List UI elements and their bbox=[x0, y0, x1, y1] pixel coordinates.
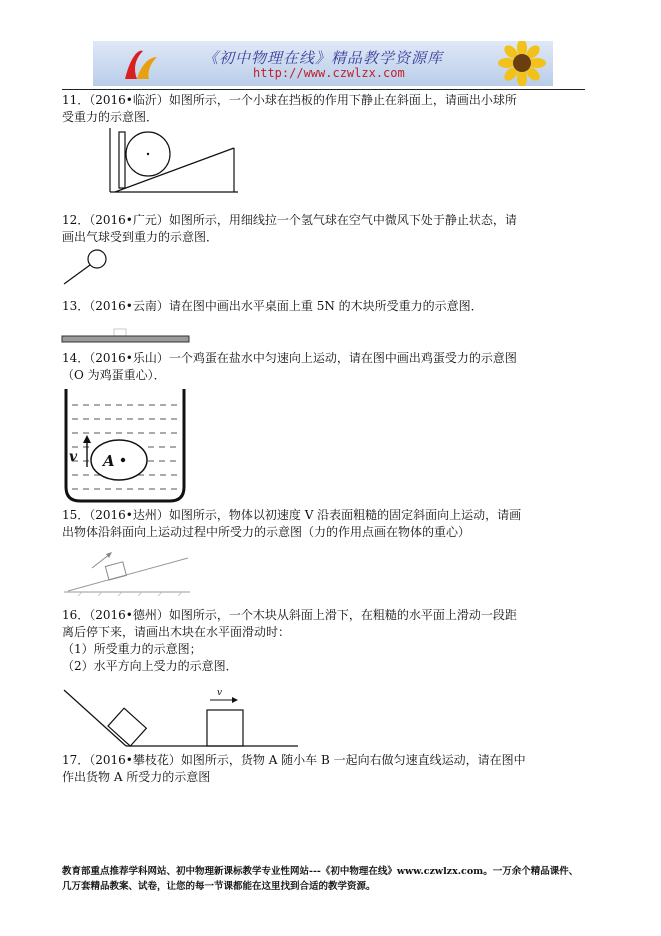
question-16-line-1: 16．（2016•德州）如图所示，一个木块从斜面上滑下，在粗糙的水平面上滑动一段距 bbox=[62, 608, 517, 622]
question-16-line-3: （1）所受重力的示意图； bbox=[62, 642, 202, 656]
q14-beaker-figure bbox=[62, 387, 192, 507]
logo-icon bbox=[121, 45, 161, 83]
q15-incline-figure bbox=[62, 546, 192, 596]
header-url[interactable]: http://www.czwlzx.com bbox=[253, 66, 405, 80]
question-16-line-4: （2）水平方向上受力的示意图． bbox=[62, 659, 238, 673]
sunflower-icon bbox=[488, 41, 553, 86]
q11-incline-figure bbox=[110, 128, 240, 198]
header-divider bbox=[62, 89, 585, 90]
question-16-line-2: 离后停下来，请画出木块在水平面滑动时： bbox=[62, 625, 291, 639]
footer-line-1: 教育部重点推荐学科网站、初中物理新课标教学专业性网站---《初中物理在线》www.czwlzx.com。一万余个精品课件、 bbox=[62, 866, 579, 877]
q13-table-figure bbox=[62, 325, 192, 345]
question-17-line-2: 作出货物 A 所受力的示意图 bbox=[62, 770, 211, 784]
question-11-line-1: 11．（2016•临沂）如图所示，一个小球在挡板的作用下静止在斜面上，请画出小球所 bbox=[62, 93, 517, 107]
footer-line-2: 几万套精品教案、试卷，让您的每一节课都能在这里找到合适的教学资源。 bbox=[62, 881, 376, 892]
question-15-line-1: 15．（2016•达州）如图所示，物体以初速度 V 沿表面粗糙的固定斜面向上运动，请画 bbox=[62, 508, 522, 522]
header-title: 《初中物理在线》精品教学资源库 bbox=[203, 49, 444, 67]
question-15-line-2: 出物体沿斜面向上运动过程中所受力的示意图（力的作用点画在物体的重心） bbox=[62, 525, 471, 539]
q16-velocity-label: v bbox=[217, 688, 223, 698]
q12-balloon-figure bbox=[62, 248, 112, 288]
question-14-line-2: （O 为鸡蛋重心）． bbox=[62, 368, 166, 382]
q16-slide-figure bbox=[62, 680, 312, 750]
question-11-line-2: 受重力的示意图． bbox=[62, 110, 159, 124]
question-17-line-1: 17．（2016•攀枝花）如图所示，货物 A 随小车 B 一起向右做匀速直线运动，请在图中 bbox=[62, 753, 526, 767]
question-14-line-1: 14．（2016•乐山）一个鸡蛋在盐水中匀速向上运动，请在图中画出鸡蛋受力的示意图 bbox=[62, 351, 517, 365]
question-13-line-1: 13．（2016•云南）请在图中画出水平桌面上重 5N 的木块所受重力的示意图． bbox=[62, 299, 483, 313]
question-12-line-2: 画出气球受到重力的示意图． bbox=[62, 230, 219, 244]
q14-egg-label: A bbox=[103, 452, 115, 470]
q14-velocity-label: v bbox=[69, 449, 78, 465]
header-banner bbox=[93, 41, 553, 86]
question-12-line-1: 12．（2016•广元）如图所示，用细线拉一个氢气球在空气中微风下处于静止状态，请 bbox=[62, 213, 517, 227]
